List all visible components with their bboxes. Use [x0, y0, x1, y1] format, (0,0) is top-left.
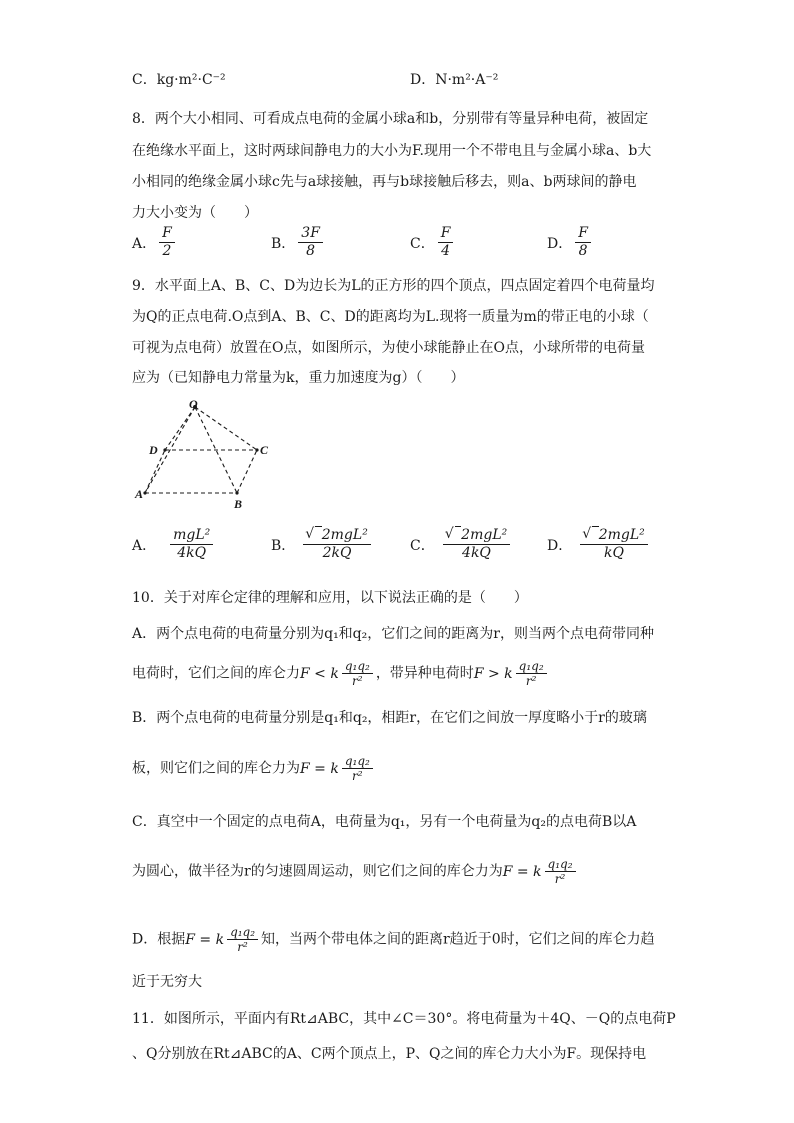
label-a: A	[135, 487, 144, 501]
q9-option-a-label: A．	[132, 537, 157, 554]
edge-o-d	[165, 407, 195, 450]
q9-option-b-fraction	[303, 528, 371, 561]
q9-option-d-den: kQ	[604, 545, 624, 561]
q10-a-text: 电荷时，它们之间的库仑力	[132, 665, 300, 682]
q8-option-b-num: 3F	[298, 226, 323, 243]
q7-option-c: C．kg·m²·C⁻²	[132, 72, 226, 88]
sqrt-symbol	[306, 528, 321, 543]
q8-option-b-label: B．	[271, 235, 296, 252]
q9-option-c-fraction	[443, 528, 511, 561]
q9-stem-line1: 9．水平面上A、B、C、D为边长为L的正方形的四个顶点，四点固定着四个电荷量均	[132, 278, 655, 294]
q8-option-c-fraction	[438, 226, 454, 259]
q9-option-b-den: 2kQ	[322, 545, 352, 561]
q9-option-d-num: 2mgL²	[598, 527, 645, 543]
q10-option-b-line1: B．两个点电荷的电荷量分别是q₁和q₂，相距r，在它们之间放一厚度略小于r的玻璃	[132, 710, 647, 726]
q9-option-b	[271, 528, 374, 561]
q8-stem-line2: 在绝缘水平面上，这时两球间静电力的大小为F.现用一个不带电且与金属小球a、b大	[132, 143, 652, 159]
edge-o-c	[195, 407, 257, 450]
q9-option-c-den: 4kQ	[462, 545, 491, 561]
q10-option-c-line2: 为圆心，做半径为r的匀速圆周运动，则它们之间的库仑力为 F = k $\frac{\text{q₁q₂}}{\text{r²}}$	[132, 858, 579, 885]
q7-option-d: D．N·m²·A⁻²	[410, 72, 499, 88]
label-c: C	[260, 443, 269, 457]
formula-gt: F > k $\frac{\text{q₁q₂}}{\text{r²}}$	[474, 660, 550, 687]
q8-option-b	[271, 226, 326, 259]
q9-option-b-num: 2mgL²	[321, 527, 368, 543]
sqrt-symbol	[583, 528, 598, 543]
q8-option-a-num: F	[159, 226, 175, 243]
q9-option-d	[547, 528, 651, 561]
q8-option-a-fraction	[159, 226, 175, 259]
q8-option-d-fraction	[575, 226, 591, 259]
q8-option-b-fraction	[298, 226, 323, 259]
formula-eq: F = k $\frac{\text{q₁q₂}}{\text{r²}}$	[503, 858, 579, 885]
label-b: B	[234, 497, 243, 511]
q11-stem-line2: 、Q分别放在Rt⊿ABC的A、C两个顶点上，P、Q之间的库仑力大小为F。现保持电	[132, 1046, 647, 1062]
q9-option-a-num: mgL²	[170, 528, 213, 545]
q8-option-c-num: F	[438, 226, 454, 243]
q11-stem-line1: 11．如图所示，平面内有Rt⊿ABC，其中∠C＝30°。将电荷量为＋4Q、－Q的点电荷P	[132, 1011, 676, 1027]
q10-option-a-line1: A．两个点电荷的电荷量分别为q₁和q₂，它们之间的距离为r，则当两个点电荷带同种	[132, 626, 654, 642]
vertex-b-dot	[235, 491, 238, 494]
q8-option-a-label: A．	[132, 235, 157, 252]
edge-b-c	[237, 450, 257, 493]
q10-option-a-line2: 电荷时，它们之间的库仑力 F < k $\frac{\text{q₁q₂}}{\text{r²}}$ ，带异种电荷时 F > k $\frac{\text{q₁q₂}}{\text{r²}}$	[132, 660, 550, 687]
formula-eq: F = k $\frac{\text{q₁q₂}}{\text{r²}}$	[300, 755, 376, 782]
q9-option-c-num: 2mgL²	[461, 527, 508, 543]
q10-stem: 10．关于对库仑定律的理解和应用，以下说法正确的是（ ）	[132, 590, 528, 606]
label-o: O	[189, 397, 198, 411]
q9-stem-line4: 应为（已知静电力常量为k，重力加速度为g）（ ）	[132, 370, 465, 386]
q8-option-a-den: 2	[162, 243, 172, 259]
q10-option-c-line1: C．真空中一个固定的点电荷A，电荷量为q₁，另有一个电荷量为q₂的点电荷B以A	[132, 814, 637, 830]
q9-option-a-den: 4kQ	[177, 545, 207, 561]
q8-option-d-label: D．	[547, 235, 573, 252]
pyramid-diagram	[135, 397, 280, 513]
q9-option-d-label: D．	[547, 537, 573, 554]
q8-option-c-den: 4	[441, 243, 451, 259]
q9-stem-line3: 可视为点电荷）放置在O点，如图所示，为使小球能静止在O点，小球所带的电荷量	[132, 340, 645, 356]
q8-option-c	[410, 226, 456, 259]
q9-option-d-fraction	[580, 528, 648, 561]
label-d: D	[149, 443, 158, 457]
q9-option-c-label: C．	[410, 537, 435, 554]
q9-option-a	[132, 528, 216, 561]
vertex-c-dot	[255, 448, 258, 451]
q8-stem-line1: 8．两个大小相同、可看成点电荷的金属小球a和b，分别带有等量异种电荷，被固定	[132, 111, 649, 127]
q8-option-d	[547, 226, 594, 259]
q9-option-c	[410, 528, 513, 561]
q8-option-b-den: 8	[306, 243, 316, 259]
q10-option-d-line1: D．根据 F = k $\frac{\text{q₁q₂}}{\text{r²}}$ 知，当两个带电体之间的距离r趋近于0时，它们之间的库仑力趋	[132, 925, 655, 954]
q8-option-d-den: 8	[578, 243, 588, 259]
q9-stem-line2: 为Q的正点电荷.O点到A、B、C、D的距离均为L.现将一质量为m的带正电的小球（	[132, 309, 649, 325]
formula-lt: F < k $\frac{\text{q₁q₂}}{\text{r²}}$	[300, 660, 376, 687]
formula-eq: F = k $\frac{\text{q₁q₂}}{\text{r²}}$	[185, 926, 261, 953]
sqrt-symbol	[446, 528, 461, 543]
vertex-a-dot	[143, 491, 146, 494]
q10-option-b-line2: 板，则它们之间的库仑力为 F = k $\frac{\text{q₁q₂}}{\text{r²}}$	[132, 755, 376, 782]
q9-option-b-label: B．	[271, 537, 296, 554]
q8-stem-line4: 力大小变为（ ）	[132, 205, 258, 221]
q8-option-d-num: F	[575, 226, 591, 243]
vertex-d-dot	[163, 448, 166, 451]
q10-option-d-line2: 近于无穷大	[132, 974, 202, 990]
q9-option-a-fraction	[170, 528, 213, 561]
q8-option-c-label: C．	[410, 235, 435, 252]
q8-stem-line3: 小相同的绝缘金属小球c先与a球接触，再与b球接触后移去，则a、b两球间的静电	[132, 174, 637, 190]
q8-option-a	[132, 226, 178, 259]
